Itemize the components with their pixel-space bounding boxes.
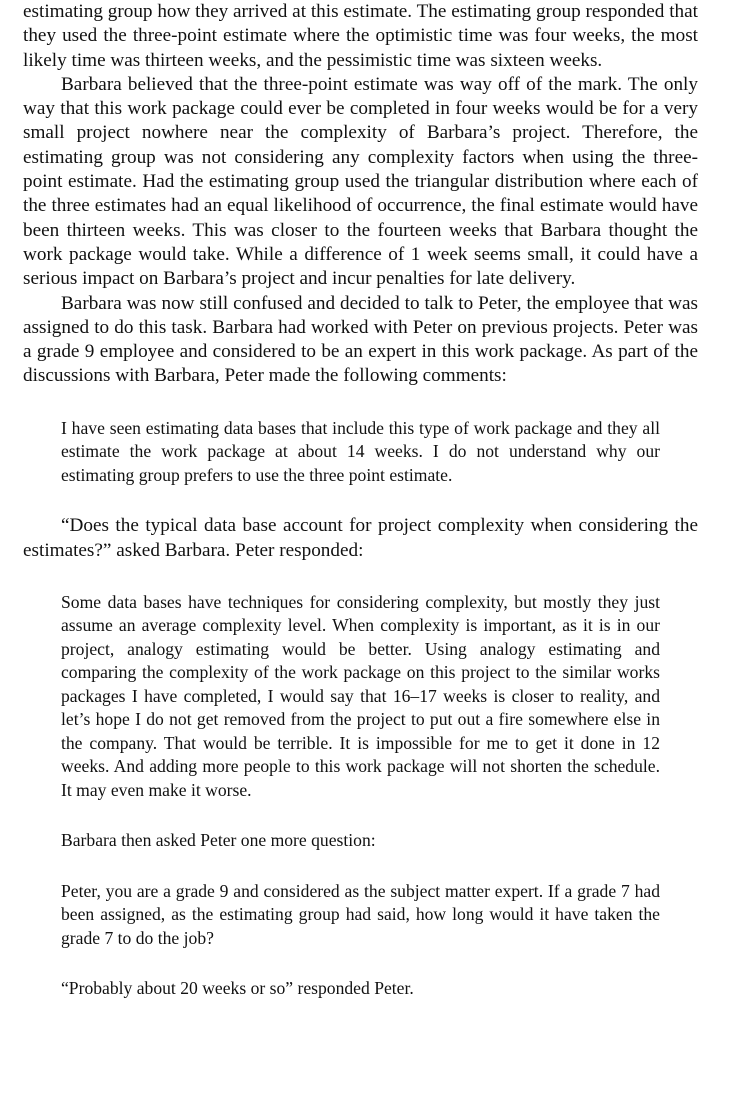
paragraph-talk-to-peter: Barbara was now still confused and decided to talk to Peter, the employee that was assigned to do this task. Barbara had worked with Peter on previous projects. Peter was a grade 9 employee and considered to be an expert in this work package. As part of the discussions with Barbara, Peter made the following comments:: [23, 292, 698, 387]
quote-barbara-one-more-question: Barbara then asked Peter one more question:: [61, 830, 376, 851]
quote-peter-complexity: Some data bases have techniques for considering complexity, but mostly they just assume an average complexity level. When complexity is important, as it is in our project, analogy estimating would be better. Using analogy estimating and comparing the complexity of the work package on this project to the similar works packages I have completed, I would say that 16–17 weeks is closer to reality, and let’s hope I do not get removed from the project to put out a fire somewhere else in the company. That would be terrible. It is impossible for me to get it done in 12 weeks. And adding more people to this work package will not shorten the schedule. It may even make it worse.: [61, 591, 660, 800]
paragraph-barbara-question: “Does the typical data base account for project complexity when considering the estimates?” asked Barbara. Peter responded:: [23, 515, 698, 561]
paragraph-estimating-group-response: estimating group how they arrived at this estimate. The estimating group responded that they used the three-point estimate where the optimistic time was four weeks, the most likely time was thirteen weeks, and the pessimistic time was sixteen weeks.: [23, 1, 698, 71]
document-page: [23, 0, 698, 1001]
paragraph-barbara-belief: Barbara believed that the three-point estimate was way off of the mark. The only way that this work package could ever be completed in four weeks would be for a very small project nowhere near the complexity of Barbara’s project. Therefore, the estimating group was not considering any complexity factors when using the three-point estimate. Had the estimating group used the triangular distribution where each of the three estimates had an equal likelihood of occurrence, the final estimate would have been thirteen weeks. This was closer to the fourteen weeks that Barbara thought the work package would take. While a difference of 1 week seems small, it could have a serious impact on Barbara’s project and incur penalties for late delivery.: [23, 73, 698, 290]
quote-barbara-grade-question: Peter, you are a grade 9 and considered as the subject matter expert. If a grade 7 had been assigned, as the estimating group had said, how long would it have taken the grade 7 to do the job?: [61, 880, 660, 948]
quote-peter-databases: I have seen estimating data bases that include this type of work package and they all estimate the work package at about 14 weeks. I do not understand why our estimating group prefers to use the three point estimate.: [61, 417, 660, 485]
quote-peter-response: “Probably about 20 weeks or so” responded Peter.: [61, 978, 414, 999]
